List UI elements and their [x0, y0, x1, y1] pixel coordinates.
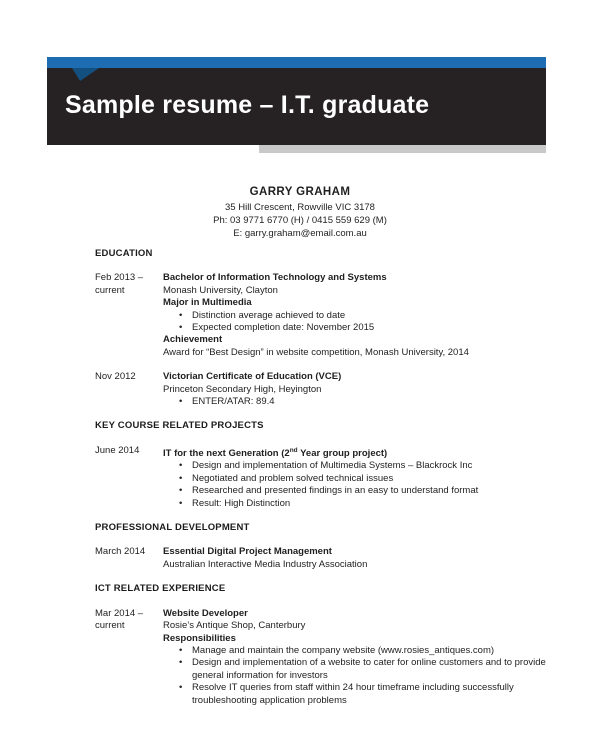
bullet-item: • Design and implementation of Multimedia Systems – Blackrock Inc — [163, 460, 547, 472]
entry-website-developer — [95, 608, 547, 707]
entry-date-line: March 2014 — [95, 546, 146, 558]
banner-title: Sample resume – I.T. graduate — [65, 91, 430, 119]
entry-education-degree — [95, 272, 547, 359]
bullet-item: • Result: High Distinction — [163, 498, 547, 510]
entry-title: Victorian Certificate of Education (VCE) — [163, 371, 342, 383]
section-heading-ict-experience: ICT RELATED EXPERIENCE — [95, 583, 226, 595]
entry-content — [163, 546, 547, 571]
bullet-item: • Distinction average achieved to date — [163, 310, 547, 322]
entry-date-line: Nov 2012 — [95, 371, 136, 383]
entry-line: Rosie’s Antique Shop, Canterbury — [163, 620, 306, 632]
entry-title: Website Developer — [163, 607, 248, 619]
contact-address: 35 Hill Crescent, Rowville VIC 3178 — [225, 202, 375, 213]
entry-group-project — [95, 445, 547, 510]
bullet-item: • Resolve IT queries from staff within 24 hour timeframe including successfully troubleshooting application problems — [163, 682, 547, 707]
contact-block — [0, 186, 600, 240]
entry-date — [95, 546, 163, 571]
entry-content — [163, 608, 547, 707]
entry-date — [95, 608, 163, 707]
entry-date — [95, 445, 163, 510]
entry-title: Bachelor of Information Technology and Systems — [163, 272, 387, 284]
title-banner — [47, 68, 546, 145]
entry-content — [163, 371, 547, 408]
entry-title — [163, 445, 547, 461]
entry-content — [163, 272, 547, 359]
bullet-item: • ENTER/ATAR: 89.4 — [163, 396, 547, 408]
bullet-item: • Design and implementation of a website to cater for online customers and to provide general information for investors — [163, 657, 547, 682]
bullet-item: • Negotiated and problem solved technical issues — [163, 473, 547, 485]
section-heading-projects: KEY COURSE RELATED PROJECTS — [95, 420, 264, 432]
entry-date-line: current — [95, 284, 125, 296]
entry-line: Princeton Secondary High, Heyington — [163, 383, 322, 395]
entry-title-superscript: nd — [289, 446, 298, 454]
entry-line: Australian Interactive Media Industry Association — [163, 558, 368, 570]
entry-title: Essential Digital Project Management — [163, 546, 332, 558]
entry-education-vce — [95, 371, 547, 408]
resume-body — [95, 248, 547, 719]
entry-subheading: Achievement — [163, 334, 223, 346]
entry-date — [95, 371, 163, 408]
entry-title-text: IT for the next Generation (2 — [163, 448, 290, 460]
entry-title-text: Year group project) — [297, 448, 388, 460]
entry-line: Award for “Best Design” in website competition, Monash University, 2014 — [163, 346, 469, 358]
banner-accent-bar — [47, 57, 546, 68]
entry-line: Monash University, Clayton — [163, 284, 278, 296]
entry-date-line: June 2014 — [95, 444, 140, 456]
entry-subheading: Responsibilities — [163, 632, 236, 644]
candidate-name: GARRY GRAHAM — [249, 186, 351, 198]
entry-content — [163, 445, 547, 510]
bullet-item: • Manage and maintain the company website (www.rosies_antiques.com) — [163, 645, 547, 657]
section-heading-professional-development: PROFESSIONAL DEVELOPMENT — [95, 522, 250, 534]
entry-subheading: Major in Multimedia — [163, 297, 252, 309]
bullet-item: • Expected completion date: November 2015 — [163, 322, 547, 334]
section-heading-education: EDUCATION — [95, 248, 153, 259]
entry-date-line: Mar 2014 – — [95, 607, 144, 619]
entry-professional-development — [95, 546, 547, 571]
banner-shadow-strip — [259, 145, 546, 153]
contact-phone: Ph: 03 9771 6770 (H) / 0415 559 629 (M) — [213, 215, 387, 226]
bullet-item: • Researched and presented findings in an easy to understand format — [163, 485, 547, 497]
contact-email: E: garry.graham@email.com.au — [233, 228, 367, 239]
entry-date-line: current — [95, 620, 125, 632]
entry-date — [95, 272, 163, 359]
entry-date-line: Feb 2013 – — [95, 272, 144, 284]
